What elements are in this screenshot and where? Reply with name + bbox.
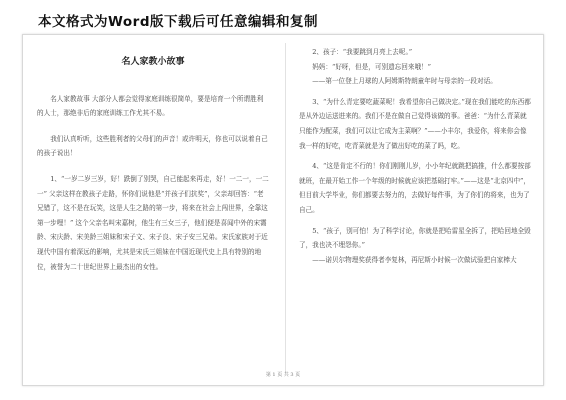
paragraph-intro: 名人家教故事 大部分人都会觉得家庭训练很简单，要是培育一个所谓胜利的人士，那绝非后的家庭训练工作尤其不易。 <box>37 94 264 118</box>
document-title: 名人家教小故事 <box>121 57 185 67</box>
paragraph-story-5-note: ——诺贝尔物理奖获得者李复林，再尼斯小时候一次做试验把自家棒大 <box>312 255 517 264</box>
document-banner: 本文格式为Word版下载后可任意编辑和复制 <box>0 0 566 32</box>
paragraph-story-3: 3、“为什么青定要吃蔬菜呢！我希望你自己做决定。”现在我们能吃的东西都是从外边运送进来的。我们不是在做自己觉得该做的事。爸爸：“为什么青菜就只能作为配菜，我们可以让它成为主菜啊？”——小丰尔，我爱你，将来你会像我一样的好吃，吃青菜就是为了做出好吃的菜了吗，吃。 <box>299 97 531 150</box>
right-column <box>299 45 531 267</box>
paragraph-story-5: 5、“孩子，别可怕！为了科学讨论，你就是把哈雷星全拆了，把哈回地全毁了，我也决不埋怨你。” <box>299 226 531 250</box>
column-divider <box>285 43 286 373</box>
paragraph-armstrong-note: ——第一位登上月球的人阿姆斯特朗童年时与母亲的一段对话。 <box>312 77 497 86</box>
page-footer: 第 1 页 共 3 页 <box>265 372 301 378</box>
document-page <box>22 34 544 386</box>
paragraph-story-4: 4、“这是肯定不行的！你们刚刚儿岁，小小年纪就跳把搞推，什么都要按部就班，在最开始工作一个年级的时候就应该把基础打牢。”——这是“北京四中”，但目前大学毕业，你们都要去努力的，去做好每件事，为了你们的将来，也为了自己。 <box>299 162 531 214</box>
paragraph-story-2: 2、孩子：“我要跳到月亮上去呢。” <box>312 48 413 56</box>
paragraph-listen: 我们认真听听，这些胜利者的父母们的声音！或许明天，你也可以说着自己的孩子说出！ <box>37 134 268 158</box>
left-column <box>37 45 269 274</box>
paragraph-mom-reply: 妈妈：“好呀，但是，可别遗忘回来哦！” <box>312 62 432 71</box>
paragraph-story-1: 1、“一岁二岁三岁，好！跌倒了别哭，自己能起来再走，好！一二一，一二一” 父亲这样在教孩子走路，怀你们说他是“并孩子们抗奖”，父亲却回答：“老兄错了，这不是在玩笑，这是人生之路的第一步，将来在社会上闯世界，全靠这第一步哩！” 这个父亲名叫宋嘉树，他生有三女三子，他们便是喜闻中外的宋霭龄、宋庆龄、宋美龄三姐妹和宋子文、宋子良、宋子安三兄弟。宋氏家族对于近现代中国有着深远的影响，尤其是宋氏三姐妹在中国近现代史上具有特别的地位，被誉为二十世纪世界上最杰出的女性。 <box>37 174 269 271</box>
